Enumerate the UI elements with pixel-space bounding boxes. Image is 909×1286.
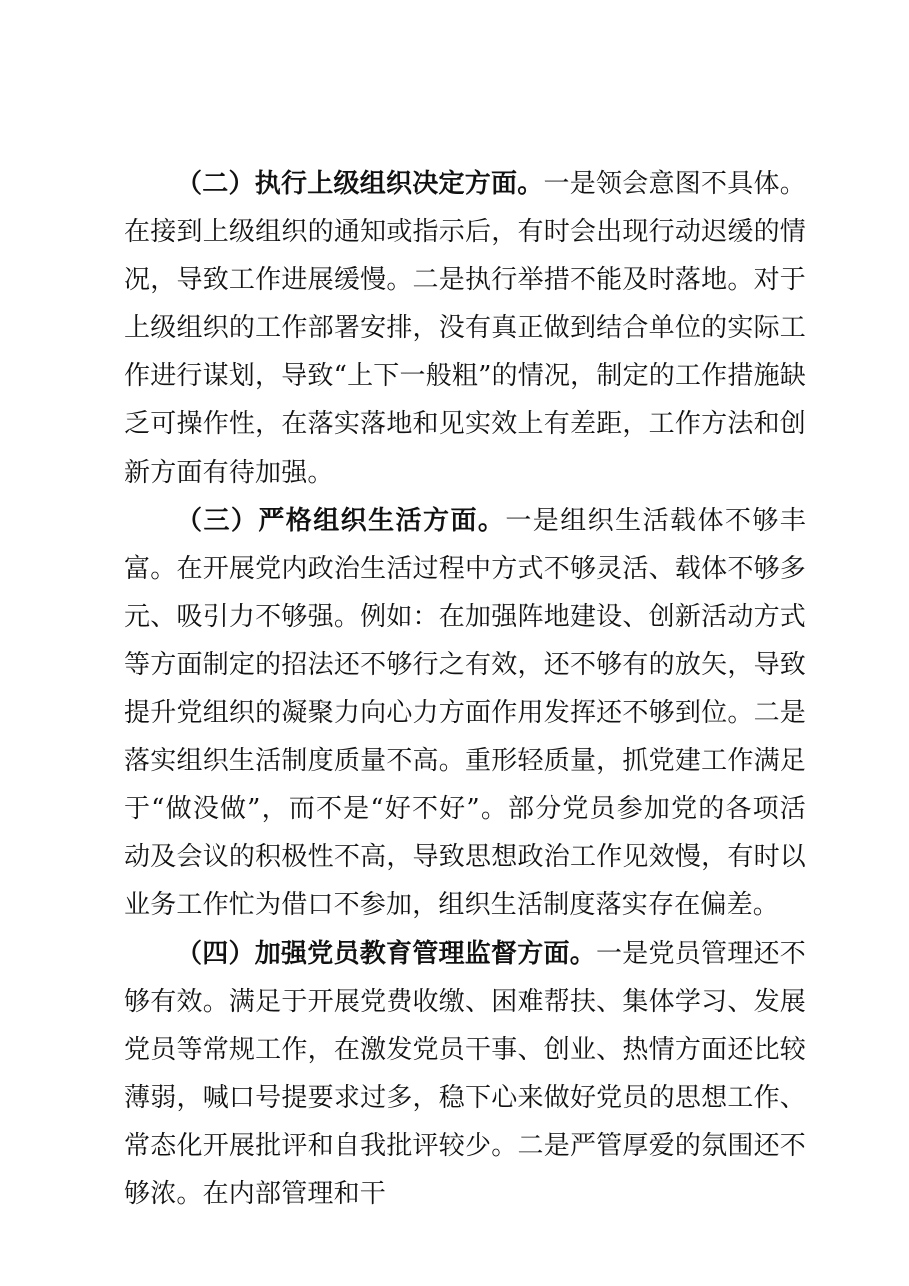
- section-heading: （二）执行上级组织决定方面。: [176, 169, 544, 199]
- paragraph-section-4: [124, 930, 806, 1219]
- section-heading: （三）严格组织生活方面。: [176, 505, 506, 536]
- document-body: [124, 160, 806, 1218]
- paragraph-section-3: [124, 497, 806, 930]
- paragraph-text: 一是组织生活载体不够丰富。在开展党内政治生活过程中方式不够灵活、载体不够多元、吸引力不够强。例如：在加强阵地建设、创新活动方式等方面制定的招法还不够行之有效，还不够有的放矢，导致提升党组织的凝聚力向心力方面作用发挥还不够到位。二是落实组织生活制度质量不高。重形轻质量，抓党建工作满足于“做没做”，而不是“好不好”。部分党员参加党的各项活动及会议的积极性不高，导致思想政治工作见效慢，有时以业务工作忙为借口不参加，组织生活制度落实存在偏差。: [124, 505, 806, 921]
- paragraph-text: 一是领会意图不具体。在接到上级组织的通知或指示后，有时会出现行动迟缓的情况，导致工作进展缓慢。二是执行举措不能及时落地。对于上级组织的工作部署安排，没有真正做到结合单位的实际工作进行谋划，导致“上下一般粗”的情况，制定的工作措施缺乏可操作性，在落实落地和见实效上有差距，工作方法和创新方面有待加强。: [124, 169, 806, 488]
- paragraph-text: 一是党员管理还不够有效。满足于开展党费收缴、困难帮扶、集体学习、发展党员等常规工作，在激发党员干事、创业、热情方面还比较薄弱，喊口号提要求过多，稳下心来做好党员的思想工作、常态化开展批评和自我批评较少。二是严管厚爱的氛围还不够浓。在内部管理和干: [124, 938, 806, 1209]
- section-heading: （四）加强党员教育管理监督方面。: [176, 938, 597, 969]
- paragraph-section-2: [124, 160, 806, 497]
